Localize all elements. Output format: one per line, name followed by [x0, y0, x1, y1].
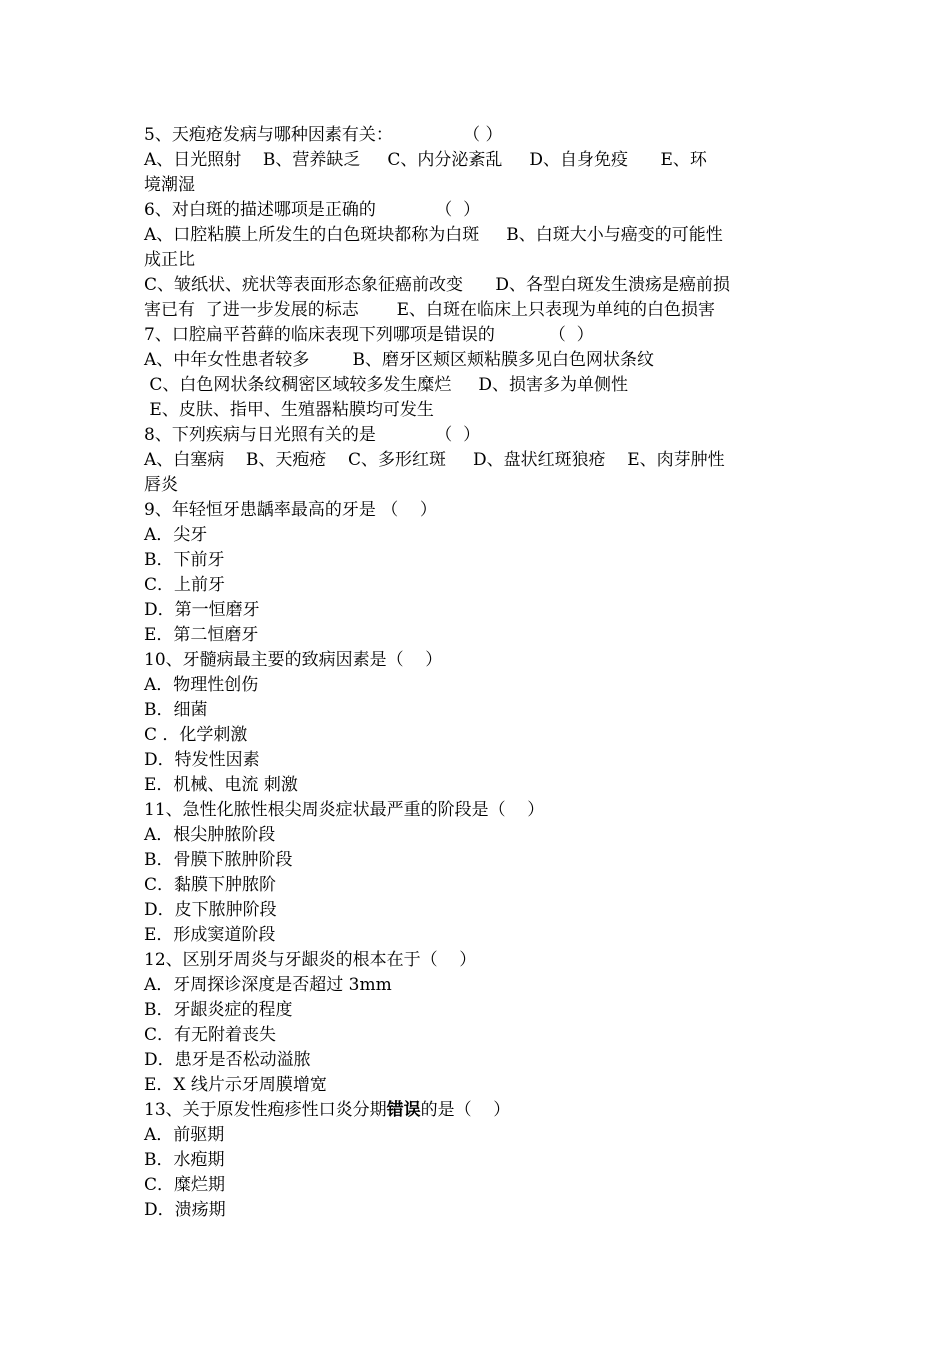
- question-5-stem: 5、天疱疮发病与哪种因素有关： （ ）: [144, 125, 503, 145]
- question-9-stem: 9、年轻恒牙患龋率最高的牙是 （ ）: [144, 500, 437, 520]
- question-7-options-line-2: C、白色网状条纹稠密区域较多发生糜烂 D、损害多为单侧性: [144, 375, 629, 395]
- question-10-option-d: D．特发性因素: [144, 750, 260, 770]
- question-13-stem: [144, 1098, 814, 1123]
- question-6-stem: 6、对白斑的描述哪项是正确的 （ ）: [144, 200, 481, 220]
- question-11-option-d: D．皮下脓肿阶段: [144, 900, 277, 920]
- document-page: [144, 123, 814, 1223]
- question-13-stem-start: 13、关于原发性疱疹性口炎分期: [144, 1100, 387, 1120]
- question-12-option-b: B．牙龈炎症的程度: [144, 1000, 293, 1020]
- question-13-option-d: D．溃疡期: [144, 1200, 226, 1220]
- question-6-options-line-3: C、皱纸状、疣状等表面形态象征癌前改变 D、各型白斑发生溃疡是癌前损: [144, 275, 731, 295]
- question-9-option-a: A．尖牙: [144, 525, 208, 545]
- question-7-stem: 7、口腔扁平苔藓的临床表现下列哪项是错误的 （ ）: [144, 325, 594, 345]
- question-11-option-c: C．黏膜下肿脓阶: [144, 875, 277, 895]
- question-9-option-b: B．下前牙: [144, 550, 225, 570]
- question-12-option-c: C．有无附着丧失: [144, 1025, 277, 1045]
- question-8-options-line-1: A、白塞病 B、天疱疮 C、多形红斑 D、盘状红斑狼疮 E、肉芽肿性: [144, 450, 725, 470]
- question-9-option-d: D．第一恒磨牙: [144, 600, 260, 620]
- question-10-option-c: C ．化学刺激: [144, 725, 248, 745]
- question-13-option-c: C．糜烂期: [144, 1175, 226, 1195]
- question-12-option-e: E．X 线片示牙周膜增宽: [144, 1075, 327, 1095]
- question-13-option-a: A．前驱期: [144, 1125, 225, 1145]
- question-5-options-line-1: A、日光照射 B、营养缺乏 C、内分泌紊乱 D、自身免疫 E、环: [144, 150, 707, 170]
- question-11-option-b: B．骨膜下脓肿阶段: [144, 850, 293, 870]
- question-6-options-line-1: A、口腔粘膜上所发生的白色斑块都称为白斑 B、白斑大小与癌变的可能性: [144, 225, 723, 245]
- question-6-options-line-2: 成正比: [144, 250, 195, 270]
- question-7-options-line-3: E、皮肤、指甲、生殖器粘膜均可发生: [144, 400, 434, 420]
- question-11-option-a: A．根尖肿脓阶段: [144, 825, 276, 845]
- question-7-options-line-1: A、中年女性患者较多 B、磨牙区颊区颊粘膜多见白色网状条纹: [144, 350, 654, 370]
- question-9-option-e: E．第二恒磨牙: [144, 625, 259, 645]
- question-12-option-d: D．患牙是否松动溢脓: [144, 1050, 311, 1070]
- question-13-emphasis: 错误: [386, 1100, 421, 1120]
- question-10-option-e: E．机械、电流 刺激: [144, 775, 298, 795]
- question-8-stem: 8、下列疾病与日光照有关的是 （ ）: [144, 425, 481, 445]
- question-12-option-a: A．牙周探诊深度是否超过 3mm: [144, 975, 392, 995]
- question-13-stem-end: 的是（ ）: [420, 1100, 511, 1120]
- question-8-options-line-2: 唇炎: [144, 475, 178, 495]
- question-9-option-c: C．上前牙: [144, 575, 226, 595]
- question-6-options-line-4: 害已有 了进一步发展的标志 E、白斑在临床上只表现为单纯的白色损害: [144, 300, 716, 320]
- question-10-option-a: A．物理性创伤: [144, 675, 259, 695]
- question-13-option-b: B．水疱期: [144, 1150, 225, 1170]
- question-11-stem: 11、急性化脓性根尖周炎症状最严重的阶段是（ ）: [144, 800, 545, 820]
- question-11-option-e: E．形成窦道阶段: [144, 925, 276, 945]
- question-10-option-b: B．细菌: [144, 700, 208, 720]
- question-10-stem: 10、牙髓病最主要的致病因素是（ ）: [144, 650, 443, 670]
- question-12-stem: 12、区别牙周炎与牙龈炎的根本在于（ ）: [144, 950, 477, 970]
- question-5-options-line-2: 境潮湿: [144, 175, 195, 195]
